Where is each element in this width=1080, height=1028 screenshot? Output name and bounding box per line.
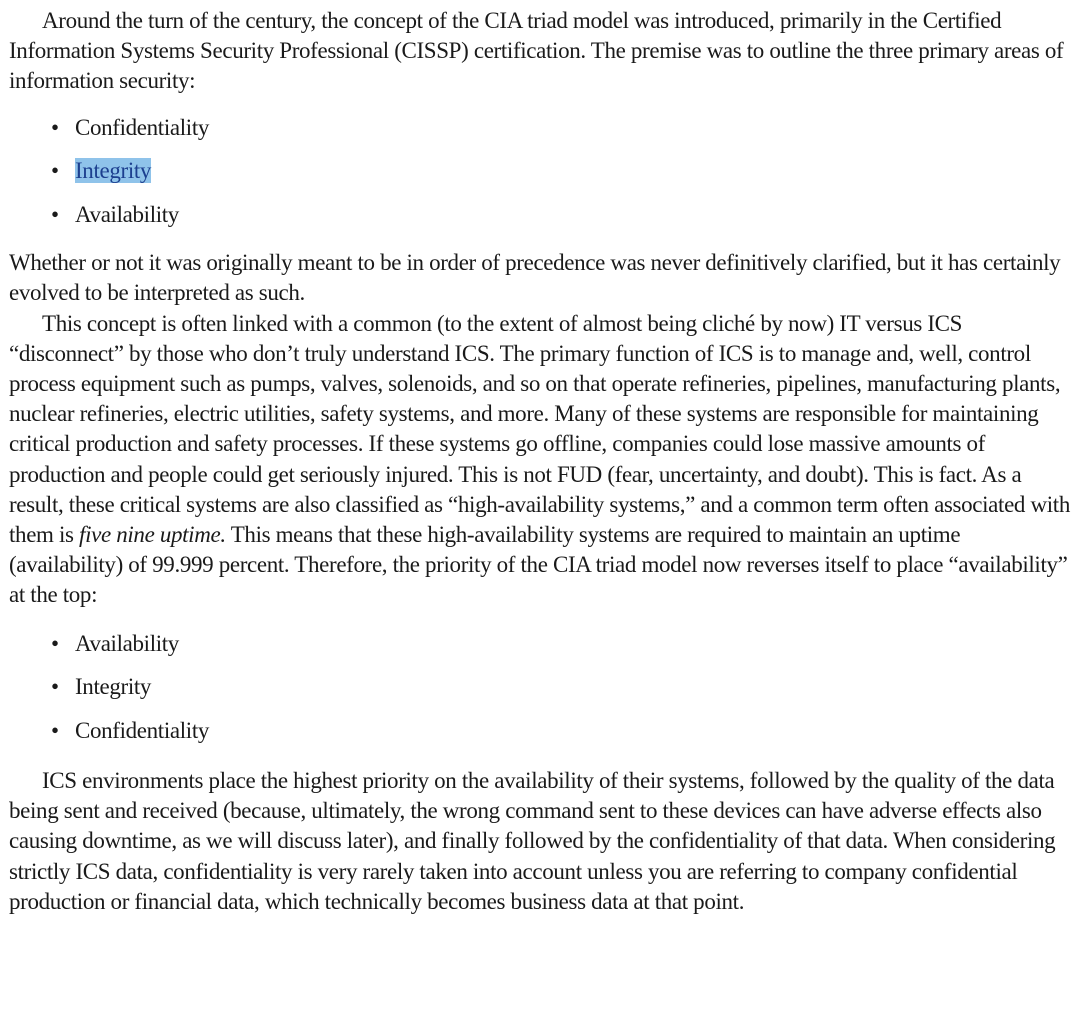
paragraph-intro: Around the turn of the century, the concept of the CIA triad model was introduced, primarily in the Certified Information Systems Security Professional (CISSP) certification. The premise was to outline the three primary areas of information security: (9, 8, 1064, 94)
list-item-text: Integrity (75, 674, 152, 700)
ics-priority-list (9, 622, 1075, 753)
list-item-text: Confidentiality (75, 114, 210, 140)
bullet-icon: • (51, 201, 59, 227)
list-item (9, 149, 1075, 193)
list-item-text: Confidentiality (75, 717, 210, 743)
paragraph-text: This concept is often linked with a common (to the extent of almost being cliché by now) IT versus ICS “disconnect” by those who don’t truly understand ICS. The primary function of ICS is to manage and, well, control process equipment such as pumps, valves, solenoids, and so on that operate refineries, pipelines, manufacturing plants, nuclear refineries, electric utilities, safety systems, and more. Many of these systems are responsible for maintaining critical production and safety processes. If these systems go offline, companies could lose massive amounts of production and people could get seriously injured. This is not FUD (fear, uncertainty, and doubt). This is fact. As a result, these critical systems are also classified as “high-availability systems,” and a common term often associated with them is (9, 310, 1070, 547)
bullet-icon: • (51, 630, 59, 656)
list-item (9, 106, 1075, 150)
bullet-icon: • (51, 158, 59, 184)
paragraph-ics-disconnect (9, 309, 1075, 611)
paragraph-text: This means that these high-availability systems are required to maintain an uptime (availability) of 99.999 percent. Therefore, the priority of the CIA triad model now reverses itself to place “availability” at the top: (9, 521, 1068, 608)
highlighted-selection[interactable]: Integrity (75, 158, 152, 184)
cia-triad-list (9, 106, 1075, 237)
document-page (9, 6, 1075, 917)
bullet-icon: • (51, 674, 59, 700)
list-item (9, 709, 1075, 753)
list-item (9, 193, 1075, 237)
bullet-icon: • (51, 114, 59, 140)
list-item (9, 665, 1075, 709)
bullet-icon: • (51, 717, 59, 743)
paragraph-ics-priorities: ICS environments place the highest priority on the availability of their systems, followed by the quality of the data being sent and received (because, ultimately, the wrong command sent to these devices can have adverse effects also causing downtime, as we will discuss later), and finally followed by the confidentiality of that data. When considering strictly ICS data, confidentiality is very rarely taken into account unless you are referring to company confidential production or financial data, which technically becomes business data at that point. (9, 768, 1056, 914)
list-item-text: Availability (75, 201, 179, 227)
list-item-text: Availability (75, 630, 179, 656)
list-item (9, 622, 1075, 666)
emphasis-text: five nine uptime. (79, 521, 226, 547)
paragraph-precedence: Whether or not it was originally meant to be in order of precedence was never definitively clarified, but it has certainly evolved to be interpreted as such. (9, 250, 1061, 306)
